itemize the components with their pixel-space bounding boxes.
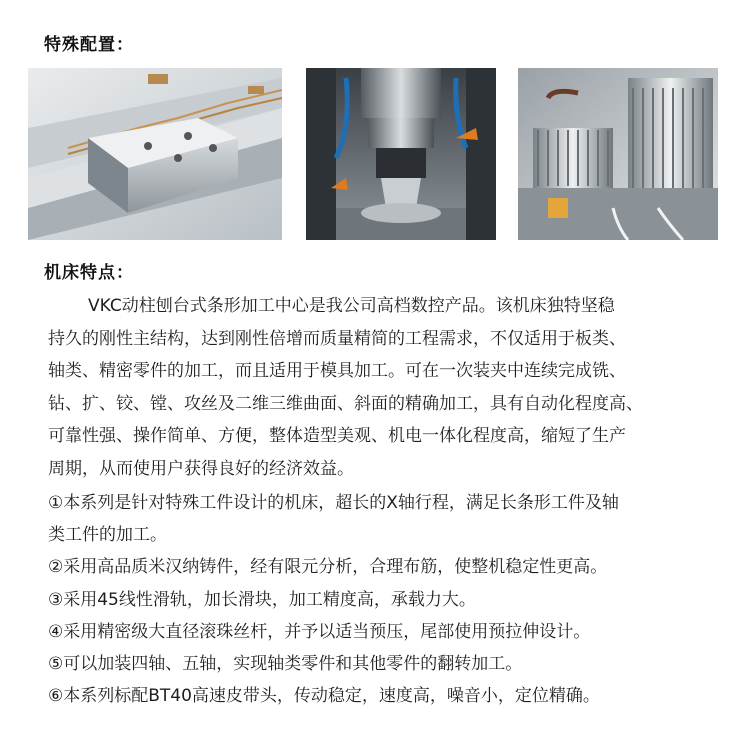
intro-line: 可靠性强、操作简单、方便，整体造型美观、机电一体化程度高，缩短了生产 (48, 426, 626, 446)
intro-line: 钻、扩、铰、镗、攻丝及二维三维曲面、斜面的精确加工，具有自动化程度高、 (48, 393, 643, 414)
feature-item: ⑥本系列标配BT40高速皮带头，传动稳定，速度高，噪音小，定位精确。 (48, 686, 600, 707)
intro-line: 持久的刚性主结构，达到刚性倍增而质量精简的工程需求，不仅适用于板类、 (48, 328, 626, 349)
linear-guide-rail-photo (28, 68, 282, 240)
feature-item: ③采用45线性滑轨，加长滑块，加工精度高，承载力大。 (48, 589, 476, 610)
machine-features-intro (48, 290, 708, 485)
feature-item-continued: 类工件的加工。 (48, 525, 167, 546)
feature-item: ①本系列是针对特殊工件设计的机床，超长的X轴行程，满足长条形工件及轴 (48, 493, 619, 513)
intro-line: 轴类、精密零件的加工，而且适用于模具加工。可在一次装夹中连续完成铣、 (48, 361, 626, 381)
feature-list (48, 487, 718, 712)
feature-item: ④采用精密级大直径滚珠丝杆，并予以适当预压，尾部使用预拉伸设计。 (48, 621, 591, 642)
feature-item: ⑤可以加装四轴、五轴，实现轴类零件和其他零件的翻转加工。 (48, 654, 523, 675)
machine-features-heading: 机床特点： (44, 263, 134, 283)
special-config-heading: 特殊配置： (44, 35, 134, 55)
feature-item: ②采用高品质米汉纳铸件，经有限元分析，合理布筋，使整机稳定性更高。 (48, 557, 608, 578)
intro-line: VKC动柱刨台式条形加工中心是我公司高档数控产品。该机床独特坚稳 (88, 296, 615, 316)
intro-line: 周期，从而使用户获得良好的经济效益。 (48, 458, 354, 479)
spindle-milling-photo (306, 68, 496, 240)
gear-transmission-photo (518, 68, 718, 240)
